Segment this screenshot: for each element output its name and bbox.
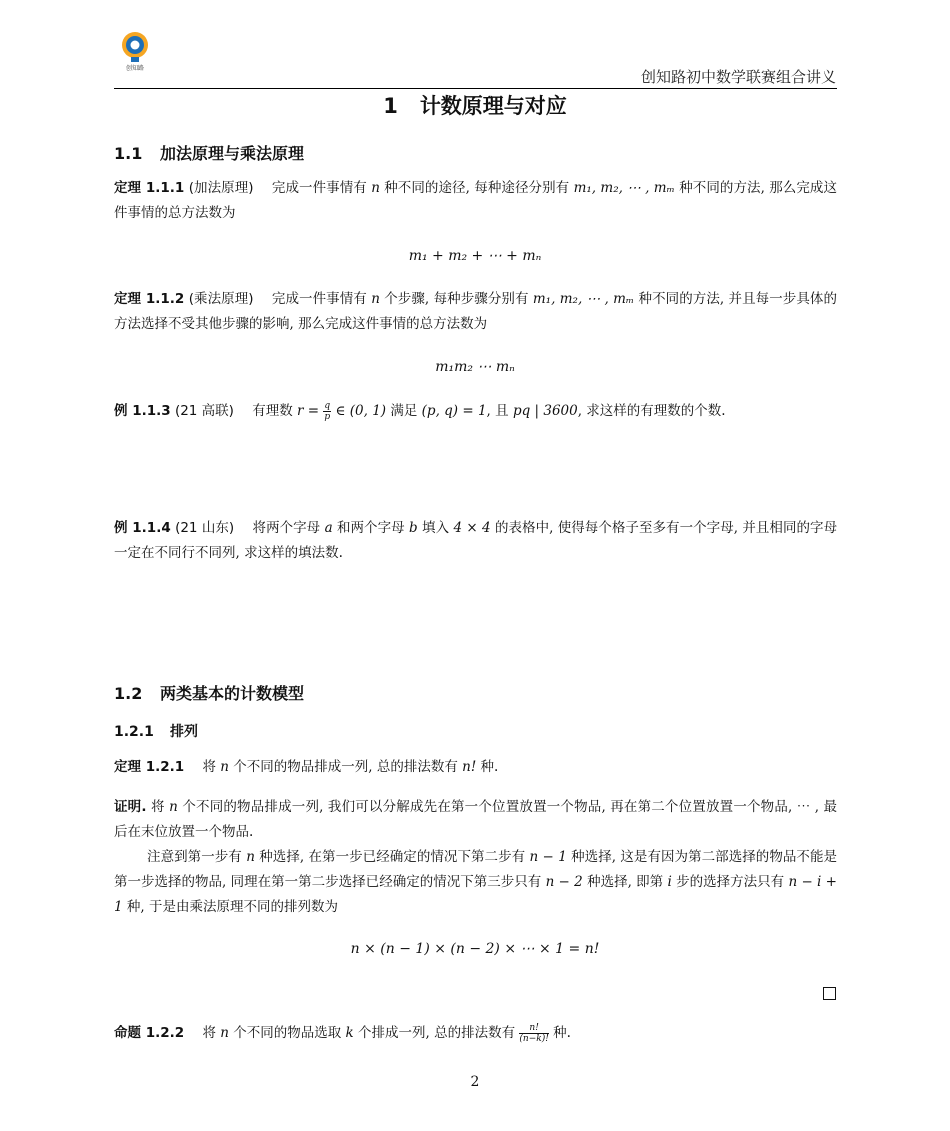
section-title: 两类基本的计数模型 xyxy=(160,684,305,703)
math-n-factorial: n! xyxy=(462,759,477,775)
example-text: , 且 xyxy=(486,403,509,419)
example-source: (21 高联) xyxy=(174,403,234,419)
section-number: 1.1 xyxy=(114,144,143,163)
formula-sum: m₁ + m₂ + ⋯ + mₙ xyxy=(408,248,542,264)
fraction-numerator: q xyxy=(324,401,331,411)
math-n: n xyxy=(220,1025,229,1041)
formula-factorial: n × (n − 1) × (n − 2) × ⋯ × 1 = n! xyxy=(350,941,600,957)
proof-text: 将 xyxy=(150,799,165,815)
qed-square-icon xyxy=(823,987,836,1000)
proof-label: 证明. xyxy=(114,799,147,815)
theorem-text: 种. xyxy=(480,759,499,775)
theorem-1-1-1 xyxy=(114,176,837,226)
math-sequence: m₁, m₂, ⋯ , mₘ xyxy=(573,180,675,196)
theorem-label: 定理 1.2.1 xyxy=(114,759,185,775)
math-n-minus-i-plus-1: n − i + 1 xyxy=(114,874,837,915)
example-text: 满足 xyxy=(390,403,418,419)
fraction-numerator: n! xyxy=(519,1023,548,1034)
proof-text: 种选择, 即第 xyxy=(587,874,664,890)
proof-text: 个不同的物品排成一列, 我们可以分解成先在第一个位置放置一个物品, 再在第二个位置放置一个物品, ⋯ , 最后在末位放置一个物品. xyxy=(114,799,838,840)
math-n: n xyxy=(371,291,380,307)
theorem-label: 定理 1.1.1 xyxy=(114,180,185,196)
fraction-denominator: p xyxy=(324,412,331,422)
proof-text: 注意到第一步有 xyxy=(147,849,242,865)
theorem-name: (乘法原理) xyxy=(188,291,254,307)
chapter-title-text: 计数原理与对应 xyxy=(419,94,567,118)
subsection-number: 1.2.1 xyxy=(114,724,154,740)
section-heading-1-2 xyxy=(114,681,304,704)
theorem-text: 种不同的方法, 那么完成这件事情的总方法数为 xyxy=(114,180,837,221)
logo xyxy=(117,30,153,74)
proof xyxy=(114,795,837,920)
page-number: 2 xyxy=(470,1074,480,1090)
example-text: 有理数 xyxy=(252,403,293,419)
math-gcd: (p, q) = 1 xyxy=(421,403,487,419)
fraction-denominator: (n−k)! xyxy=(519,1034,549,1044)
section-heading-1-1 xyxy=(114,141,304,164)
math-k: k xyxy=(345,1025,354,1041)
subsection-title: 排列 xyxy=(170,724,198,740)
theorem-text: 将 xyxy=(202,759,216,775)
math-n: n xyxy=(371,180,380,196)
example-text: 的表格中, 使得每个格子至多有一个字母, 并且相同的字母一定在不同行不同列, 求这样的填法数. xyxy=(114,520,838,561)
math-n: n xyxy=(246,849,255,865)
theorem-1-1-2 xyxy=(114,287,837,337)
math-n: n xyxy=(169,799,178,815)
header-rule xyxy=(114,88,837,89)
running-header-title: 创知路初中数学联赛组合讲义 xyxy=(640,68,836,86)
theorem-text: 种不同的途径, 每种途径分别有 xyxy=(384,180,570,196)
section-number: 1.2 xyxy=(114,684,143,703)
section-title: 加法原理与乘法原理 xyxy=(160,144,305,163)
theorem-text: 完成一件事情有 xyxy=(271,291,367,307)
theorem-name: (加法原理) xyxy=(188,180,254,196)
proposition-text: 个排成一列, 总的排法数有 xyxy=(358,1025,516,1041)
math-interval: ∈ (0, 1) xyxy=(335,403,387,419)
proof-text: 种选择, 在第一步已经确定的情况下第二步有 xyxy=(259,849,526,865)
proposition-1-2-2 xyxy=(114,1021,837,1046)
chapter-number: 1 xyxy=(383,94,398,118)
theorem-text: 个不同的物品排成一列, 总的排法数有 xyxy=(233,759,458,775)
formula-product: m₁m₂ ⋯ mₙ xyxy=(435,359,515,375)
chapter-title xyxy=(0,90,950,120)
example-label: 例 1.1.3 xyxy=(114,403,171,419)
example-text: , 求这样的有理数的个数. xyxy=(577,403,726,419)
example-text: 和两个字母 xyxy=(336,520,405,536)
theorem-text: 完成一件事情有 xyxy=(271,180,367,196)
math-r: r = xyxy=(297,403,320,419)
example-text: 填入 xyxy=(422,520,450,536)
proof-text: 种, 于是由乘法原理不同的排列数为 xyxy=(126,899,338,915)
math-i: i xyxy=(667,874,672,890)
proof-text: 种选择, 这是有因为第二部选择的物品不能是第一步选择的物品, 同理在第一第二步选择已经确定的情况下第三步只有 xyxy=(114,849,838,890)
example-source: (21 山东) xyxy=(175,520,235,536)
math-n-minus-1: n − 1 xyxy=(529,849,567,865)
math-n-minus-2: n − 2 xyxy=(545,874,583,890)
example-1-1-4 xyxy=(114,516,837,566)
fraction-permutation xyxy=(519,1023,548,1044)
proposition-text: 种. xyxy=(553,1025,571,1041)
proposition-text: 将 xyxy=(202,1025,216,1041)
theorem-label: 定理 1.1.2 xyxy=(114,291,185,307)
example-1-1-3 xyxy=(114,399,837,424)
theorem-1-2-1 xyxy=(114,755,837,780)
theorem-text: 种不同的方法, 并且每一步具体的方法选择不受其他步骤的影响, 那么完成这件事情的总方法数为 xyxy=(114,291,837,332)
logo-text: 创知路 xyxy=(125,65,145,72)
math-b: b xyxy=(409,520,418,536)
math-grid-size: 4 × 4 xyxy=(453,520,491,536)
example-label: 例 1.1.4 xyxy=(114,520,171,536)
math-divisibility: pq | 3600 xyxy=(512,403,578,419)
proof-text: 步的选择方法只有 xyxy=(676,874,785,890)
theorem-text: 个步骤, 每种步骤分别有 xyxy=(384,291,529,307)
proposition-label: 命题 1.2.2 xyxy=(114,1025,185,1041)
example-text: 将两个字母 xyxy=(252,520,321,536)
fraction-q-over-p xyxy=(323,401,331,422)
math-a: a xyxy=(324,520,333,536)
subsection-heading-1-2-1 xyxy=(114,721,198,741)
math-n: n xyxy=(220,759,229,775)
proposition-text: 个不同的物品选取 xyxy=(233,1025,342,1041)
math-sequence: m₁, m₂, ⋯ , mₘ xyxy=(532,291,635,307)
